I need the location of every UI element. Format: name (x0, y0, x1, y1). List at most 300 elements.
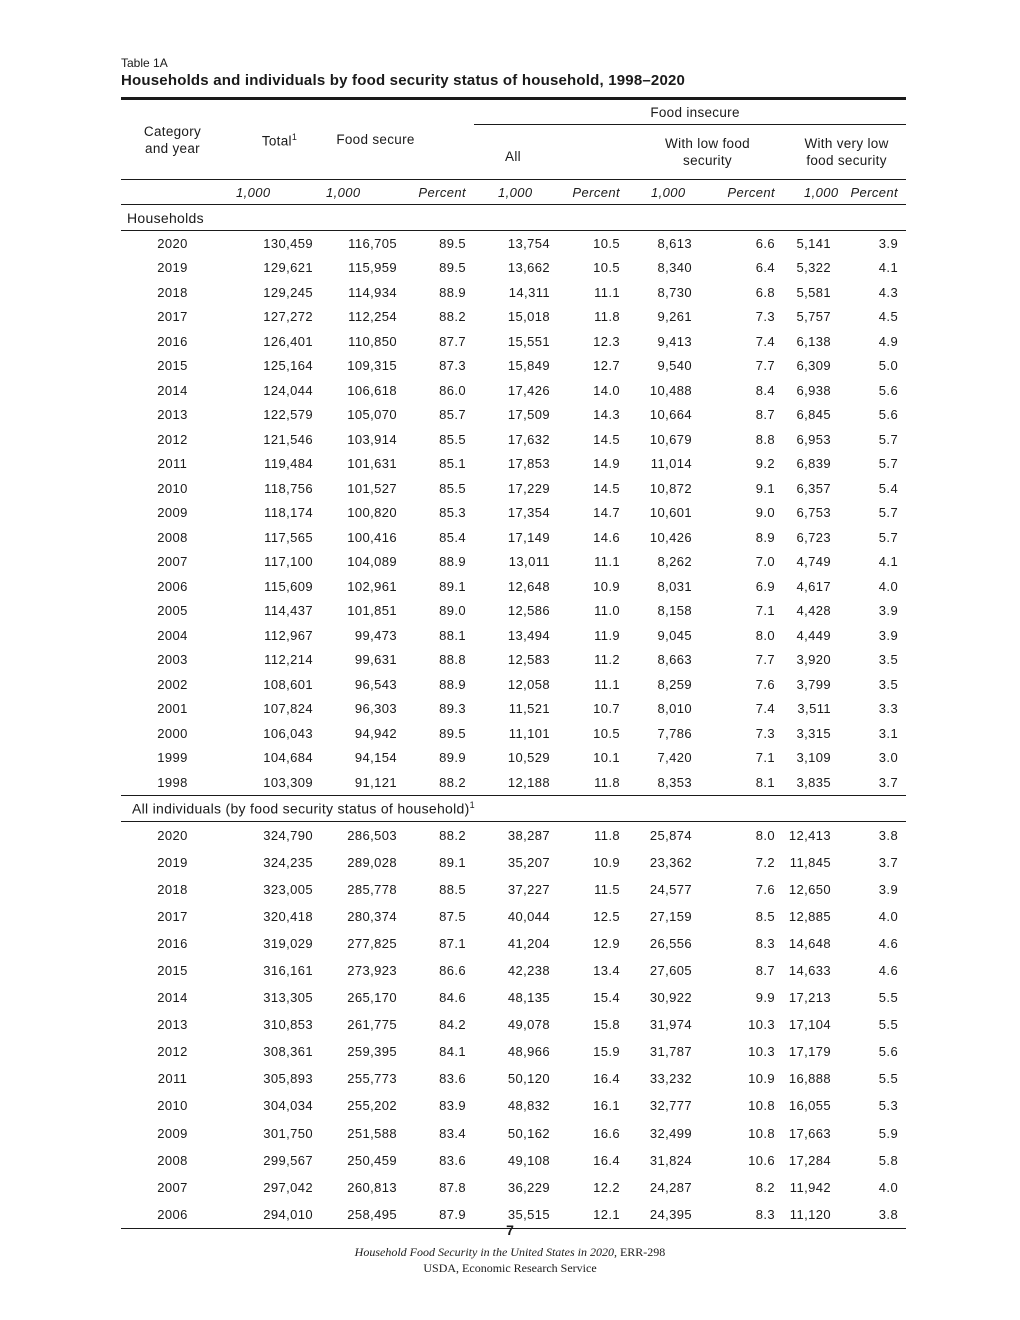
table-cell: 250,459 (347, 1152, 397, 1168)
table-cell: 112,254 (348, 309, 397, 325)
table-cell: 255,202 (347, 1098, 397, 1114)
table-row (121, 1038, 906, 1065)
table-cell: 8.7 (755, 963, 775, 979)
table-cell: 6,839 (796, 456, 831, 472)
table-cell: 88.1 (439, 627, 466, 643)
table-cell: 258,495 (317, 1201, 401, 1229)
table-header (121, 100, 906, 205)
table-cell: 4.5 (878, 309, 899, 325)
table-cell: 4,449 (796, 627, 831, 643)
table-cell: 17,632 (507, 431, 550, 447)
row-year: 2005 (157, 603, 188, 619)
table-cell: 12,583 (507, 652, 550, 668)
table-cell: 9.9 (755, 990, 775, 1006)
header-total (224, 100, 317, 180)
table-cell: 117,100 (264, 554, 313, 570)
table-cell: 119,484 (264, 456, 313, 472)
table-cell: 5.7 (878, 456, 899, 472)
table-cell: 11,845 (789, 854, 831, 870)
table-cell: 8.0 (755, 627, 775, 643)
table-row (121, 329, 906, 354)
table-cell: 6.9 (755, 578, 775, 594)
table-cell: 5,757 (796, 309, 831, 325)
table-cell: 305,893 (263, 1071, 313, 1087)
table-cell: 14.6 (593, 529, 620, 545)
table-cell: 7,420 (657, 750, 692, 766)
table-cell: 116,705 (348, 235, 397, 251)
row-year: 2010 (157, 480, 188, 496)
table-cell: 89.3 (439, 701, 466, 717)
row-year: 2009 (157, 505, 188, 521)
table-cell: 85.5 (439, 431, 466, 447)
table-cell: 13,754 (507, 235, 550, 251)
row-year: 2011 (157, 456, 188, 472)
table-cell: 5.5 (878, 1017, 899, 1033)
row-year: 2014 (157, 990, 188, 1006)
row-year: 2020 (157, 827, 188, 843)
table-cell: 11.1 (594, 676, 620, 692)
table-cell: 15,018 (507, 309, 550, 325)
table-cell: 83.6 (439, 1071, 466, 1087)
table-cell: 286,503 (347, 827, 397, 843)
table-cell: 31,974 (649, 1017, 692, 1033)
table-cell: 84.2 (439, 1017, 466, 1033)
table-cell: 14,311 (508, 284, 550, 300)
table-cell: 14.3 (593, 407, 620, 423)
header-total-text: Total (261, 133, 292, 149)
table-cell: 251,588 (347, 1125, 397, 1141)
table-cell: 108,601 (263, 676, 313, 692)
table-cell: 11.5 (594, 881, 620, 897)
table-cell: 4.9 (878, 333, 899, 349)
table-cell: 323,005 (263, 881, 313, 897)
table-cell: 27,159 (649, 908, 692, 924)
table-cell: 83.4 (439, 1125, 466, 1141)
table-cell: 87.5 (439, 908, 466, 924)
table-cell: 17,426 (507, 382, 550, 398)
table-cell: 10,488 (649, 382, 692, 398)
row-year: 2003 (157, 652, 188, 668)
table-cell: 8,262 (657, 554, 692, 570)
table-cell: 89.5 (439, 725, 466, 741)
table-row (121, 648, 906, 673)
table-cell: 14.0 (593, 382, 620, 398)
table-cell: 99,631 (354, 652, 397, 668)
table-cell: 83.9 (439, 1098, 466, 1114)
table-cell: 10,664 (649, 407, 692, 423)
table-cell: 112,967 (264, 627, 313, 643)
table-cell: 48,966 (507, 1044, 550, 1060)
table-cell: 24,577 (649, 881, 692, 897)
table-cell: 3.9 (878, 627, 899, 643)
table-cell: 15,849 (507, 358, 550, 374)
table-row (121, 427, 906, 452)
table-cell: 12.1 (556, 1201, 628, 1229)
table-cell: 104,089 (347, 554, 397, 570)
table-cell: 106,618 (347, 382, 397, 398)
page-number: 7 (506, 1222, 514, 1238)
table-cell: 32,777 (649, 1098, 692, 1114)
table-cell: 10,601 (649, 505, 692, 521)
table-cell: 121,546 (263, 431, 313, 447)
table-cell: 12,058 (507, 676, 550, 692)
table-cell: 12.3 (593, 333, 620, 349)
table-cell: 16.4 (593, 1152, 620, 1168)
table-row (121, 256, 906, 281)
table-cell: 8.4 (755, 382, 775, 398)
page-footer (0, 1244, 1020, 1276)
table-cell: 10.1 (593, 750, 620, 766)
row-year: 2012 (157, 1044, 188, 1060)
table-cell: 118,756 (264, 480, 313, 496)
table-cell: 3,799 (796, 676, 831, 692)
table-cell: 31,787 (649, 1044, 692, 1060)
table-cell: 5.3 (878, 1098, 899, 1114)
table-cell: 6.4 (755, 260, 775, 276)
table-cell: 5.5 (878, 1071, 899, 1087)
table-cell: 16.4 (593, 1071, 620, 1087)
table-cell: 3.9 (878, 235, 899, 251)
table-cell: 117,565 (264, 529, 313, 545)
table-cell: 16.1 (593, 1098, 620, 1114)
table-row (121, 821, 906, 849)
table-cell: 3.9 (878, 603, 899, 619)
table-row (121, 525, 906, 550)
table-cell: 12.7 (593, 358, 620, 374)
table-cell: 112,214 (264, 652, 313, 668)
table-cell: 124,044 (263, 382, 313, 398)
row-year: 2013 (157, 1017, 188, 1033)
header-total-footnote: 1 (291, 132, 298, 143)
table-cell: 6.6 (755, 235, 775, 251)
table-cell: 86.0 (439, 382, 466, 398)
table-cell: 14.5 (593, 480, 620, 496)
table-cell: 27,605 (649, 963, 692, 979)
table-cell: 304,034 (263, 1098, 313, 1114)
table-cell: 5,581 (796, 284, 831, 300)
table-cell: 4.1 (878, 260, 899, 276)
footer-citation (0, 1244, 1020, 1260)
table-cell: 3.7 (878, 854, 899, 870)
section-label-footnote: 1 (469, 799, 475, 810)
units-cell: Percent (401, 180, 474, 205)
table-row (121, 231, 906, 256)
table-row (121, 452, 906, 477)
table-cell: 15,551 (507, 333, 550, 349)
households-section (121, 205, 906, 796)
table-cell: 324,235 (263, 854, 313, 870)
table-cell: 88.2 (439, 827, 466, 843)
table-cell: 4,749 (796, 554, 831, 570)
table-cell: 14,633 (788, 963, 831, 979)
table-cell: 104,684 (263, 750, 313, 766)
table-cell: 125,164 (263, 358, 313, 374)
table-cell: 3.5 (878, 676, 899, 692)
row-year: 2014 (157, 382, 188, 398)
table-cell: 32,499 (649, 1125, 692, 1141)
table-cell: 8,730 (657, 284, 692, 300)
table-cell: 5.8 (878, 1152, 899, 1168)
row-year: 2006 (157, 578, 188, 594)
table-row (121, 280, 906, 305)
table-cell: 260,813 (347, 1179, 397, 1195)
table-cell: 294,010 (224, 1201, 317, 1229)
row-year: 2002 (157, 676, 188, 692)
table-cell: 8,340 (657, 260, 692, 276)
table-cell: 96,543 (354, 676, 397, 692)
table-row (121, 1011, 906, 1038)
row-year: 2016 (157, 935, 188, 951)
table-row (121, 574, 906, 599)
table-cell: 94,154 (354, 750, 397, 766)
table-cell: 84.1 (439, 1044, 466, 1060)
table-cell: 13.4 (593, 963, 620, 979)
table-cell: 255,773 (347, 1071, 397, 1087)
table-cell: 24,287 (649, 1179, 692, 1195)
table-cell: 3.3 (878, 701, 899, 717)
table-cell: 15.4 (593, 990, 620, 1006)
table-cell: 320,418 (263, 908, 313, 924)
table-cell: 17,179 (788, 1044, 831, 1060)
table-cell: 5,141 (796, 235, 831, 251)
table-cell: 101,631 (347, 456, 397, 472)
row-year: 2004 (157, 627, 188, 643)
table-row (121, 957, 906, 984)
table-cell: 7,786 (657, 725, 692, 741)
table-cell: 35,207 (507, 854, 550, 870)
table-cell: 6,938 (796, 382, 831, 398)
table-cell: 4.0 (878, 908, 899, 924)
table-cell: 10,872 (649, 480, 692, 496)
table-cell: 50,162 (507, 1125, 550, 1141)
table-cell: 316,161 (263, 963, 313, 979)
table-title: Households and individuals by food security status of household, 1998–2020 (121, 72, 686, 89)
table-cell: 17,284 (788, 1152, 831, 1168)
table-cell: 109,315 (347, 358, 397, 374)
table-cell: 102,961 (347, 578, 397, 594)
table-cell: 6.8 (755, 284, 775, 300)
table-cell: 3.8 (847, 1201, 906, 1229)
units-cell: 1,000 (317, 180, 401, 205)
table-cell: 114,934 (348, 284, 397, 300)
table-cell: 5.5 (878, 990, 899, 1006)
table-row (121, 1092, 906, 1119)
table-cell: 11,942 (789, 1179, 831, 1195)
table-cell: 6,357 (796, 480, 831, 496)
table-cell: 3,835 (783, 770, 847, 795)
table-cell: 8.2 (755, 1179, 775, 1195)
table-cell: 3.9 (878, 881, 899, 897)
table-cell: 115,959 (348, 260, 397, 276)
table-row (121, 876, 906, 903)
table-cell: 9.1 (755, 480, 775, 496)
table-cell: 7.2 (755, 854, 775, 870)
table-cell: 11.1 (594, 554, 620, 570)
table-cell: 88.2 (401, 770, 474, 795)
table-cell: 13,662 (507, 260, 550, 276)
table-cell: 17,104 (788, 1017, 831, 1033)
table-cell: 7.3 (755, 309, 775, 325)
table-cell: 101,851 (347, 603, 397, 619)
table-cell: 8.8 (755, 431, 775, 447)
table-cell: 313,305 (263, 990, 313, 1006)
table-cell: 324,790 (263, 827, 313, 843)
table-row (121, 403, 906, 428)
table-cell: 265,170 (347, 990, 397, 1006)
table-cell: 49,108 (507, 1152, 550, 1168)
table-cell: 4,428 (796, 603, 831, 619)
table-cell: 99,473 (354, 627, 397, 643)
table-cell: 280,374 (347, 908, 397, 924)
table-cell: 8,259 (657, 676, 692, 692)
table-cell: 115,609 (264, 578, 313, 594)
table-cell: 17,354 (507, 505, 550, 521)
table-cell: 11.8 (594, 309, 620, 325)
table-cell: 17,663 (788, 1125, 831, 1141)
row-year: 2019 (157, 854, 188, 870)
row-year: 1999 (157, 750, 188, 766)
table-cell: 38,287 (507, 827, 550, 843)
table-cell: 85.3 (439, 505, 466, 521)
table-cell: 6,309 (796, 358, 831, 374)
table-cell: 87.9 (401, 1201, 474, 1229)
table-cell: 3.8 (878, 827, 899, 843)
table-cell: 7.1 (755, 750, 775, 766)
table-row (121, 623, 906, 648)
table-cell: 16,888 (788, 1071, 831, 1087)
section-label-households: Households (121, 205, 906, 231)
table-cell: 15.8 (593, 1017, 620, 1033)
table-cell: 259,395 (347, 1044, 397, 1060)
table-cell: 308,361 (263, 1044, 313, 1060)
row-year: 2017 (157, 908, 188, 924)
table-cell: 14.9 (593, 456, 620, 472)
table-cell: 33,232 (649, 1071, 692, 1087)
table-cell: 5.9 (878, 1125, 899, 1141)
table-row (121, 501, 906, 526)
table-cell: 285,778 (347, 881, 397, 897)
row-year: 2009 (157, 1125, 188, 1141)
table-row (121, 672, 906, 697)
table-cell: 12,188 (474, 770, 556, 795)
table-cell: 10.8 (748, 1098, 775, 1114)
table-cell: 11.0 (594, 603, 620, 619)
row-year: 2013 (157, 407, 188, 423)
table-cell: 11.9 (594, 627, 620, 643)
table-cell: 10.9 (593, 854, 620, 870)
table-cell: 118,174 (264, 505, 313, 521)
row-year: 2017 (157, 309, 188, 325)
table-cell: 7.4 (755, 701, 775, 717)
section-label-individuals (121, 795, 906, 821)
table-cell: 88.2 (439, 309, 466, 325)
table-cell: 5.7 (878, 505, 899, 521)
units-cell: 1,000 (474, 180, 556, 205)
header-food-insecure: Food insecure (474, 100, 906, 125)
table-cell: 17,853 (507, 456, 550, 472)
table-cell: 10.9 (593, 578, 620, 594)
table-cell: 8.5 (755, 908, 775, 924)
table-cell: 301,750 (263, 1125, 313, 1141)
table-cell: 8.7 (755, 407, 775, 423)
row-year: 2015 (157, 963, 188, 979)
table-cell: 87.3 (439, 358, 466, 374)
table-cell: 10.8 (748, 1125, 775, 1141)
table-cell: 4.6 (878, 963, 899, 979)
table-cell: 86.6 (439, 963, 466, 979)
table-cell: 5.6 (878, 407, 899, 423)
footer-report-id: ERR-298 (619, 1245, 666, 1259)
table-cell: 4,617 (796, 578, 831, 594)
table-cell: 17,229 (507, 480, 550, 496)
table-cell: 50,120 (507, 1071, 550, 1087)
table-cell: 25,874 (649, 827, 692, 843)
table-cell: 101,527 (347, 480, 397, 496)
row-year: 2011 (157, 1071, 188, 1087)
table-cell: 87.7 (439, 333, 466, 349)
table-cell: 12,586 (507, 603, 550, 619)
table-cell: 5.7 (878, 431, 899, 447)
table-cell: 105,070 (347, 407, 397, 423)
table-cell: 87.1 (439, 935, 466, 951)
table-cell: 110,850 (348, 333, 397, 349)
individuals-section (121, 795, 906, 1228)
table-cell: 261,775 (347, 1017, 397, 1033)
table-cell: 36,229 (507, 1179, 550, 1195)
row-year: 2010 (157, 1098, 188, 1114)
table-cell: 5.0 (878, 358, 899, 374)
table-cell: 88.9 (439, 554, 466, 570)
table-cell: 35,515 (474, 1201, 556, 1229)
table-cell: 10,679 (649, 431, 692, 447)
table-cell: 5.4 (878, 480, 899, 496)
table-cell: 10.5 (593, 725, 620, 741)
table-cell: 12,650 (788, 881, 831, 897)
table-row (121, 1147, 906, 1174)
table-cell: 23,362 (649, 854, 692, 870)
row-year: 2008 (157, 529, 188, 545)
table-cell: 299,567 (263, 1152, 313, 1168)
table-cell: 114,437 (264, 603, 313, 619)
table-cell: 5,322 (796, 260, 831, 276)
table-cell: 17,509 (507, 407, 550, 423)
units-cell: Percent (847, 180, 906, 205)
table-cell: 11.2 (594, 652, 620, 668)
row-year: 2018 (157, 881, 188, 897)
food-security-table (121, 100, 906, 1229)
table-cell: 11,120 (783, 1201, 847, 1229)
row-year: 2007 (157, 1179, 188, 1195)
table-row (121, 305, 906, 330)
table-cell: 4.0 (878, 1179, 899, 1195)
table-cell: 8,353 (628, 770, 704, 795)
table-cell: 88.9 (439, 676, 466, 692)
table-cell: 8,010 (657, 701, 692, 717)
table-cell: 126,401 (263, 333, 313, 349)
table-cell: 12,648 (507, 578, 550, 594)
table-cell: 40,044 (507, 908, 550, 924)
table-row (121, 599, 906, 624)
table-cell: 83.6 (439, 1152, 466, 1168)
table-cell: 8.1 (704, 770, 783, 795)
table-cell: 11.8 (594, 827, 620, 843)
table-cell: 85.1 (439, 456, 466, 472)
table-cell: 8.9 (755, 529, 775, 545)
table-cell: 103,914 (347, 431, 397, 447)
header-all: All (505, 148, 521, 164)
table-cell: 89.1 (439, 854, 466, 870)
table-cell: 289,028 (347, 854, 397, 870)
